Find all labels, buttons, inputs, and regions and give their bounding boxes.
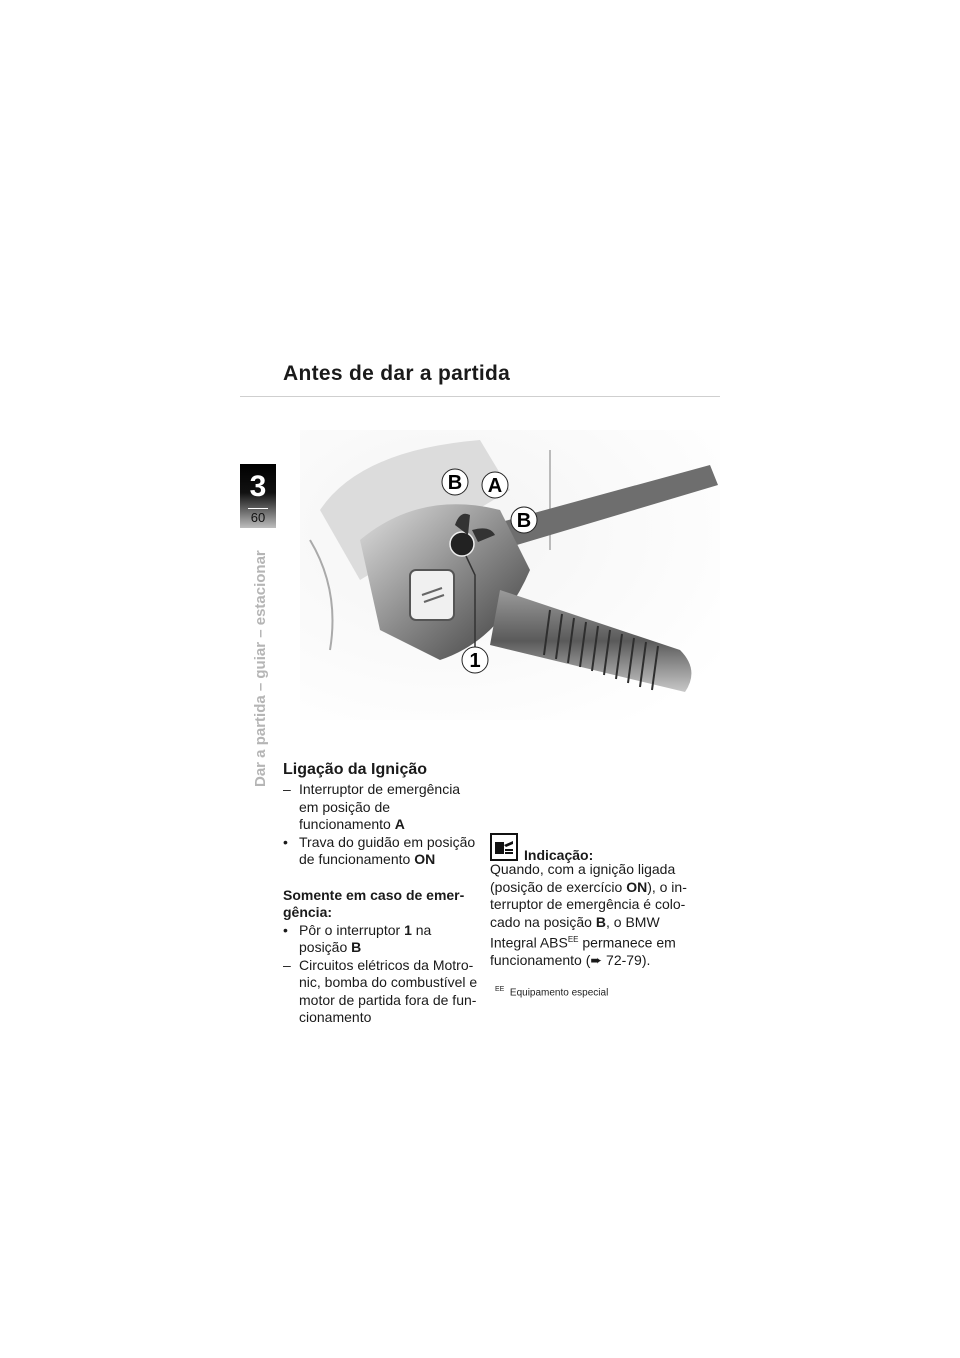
list-item-bold: ON	[414, 851, 436, 867]
emergency-subheading: Somente em caso de emer- gência:	[283, 886, 465, 920]
list-marker: –	[283, 956, 291, 973]
footnote-text: Equipamento especial	[509, 987, 609, 999]
arrow-right-icon: ➨	[590, 952, 603, 969]
list-item-bold: B	[351, 939, 362, 955]
list-item-text: Circuitos elétricos da Motro- nic, bomba do combustível e motor de partida fora de fun- cionamento	[299, 956, 478, 1025]
callout-a: A	[487, 475, 503, 497]
note-text-part: , o BMW Integral ABS	[490, 913, 660, 951]
callout-b-right: B	[516, 510, 532, 532]
instructions-column	[283, 781, 483, 1027]
chapter-number: 3	[249, 470, 267, 503]
list-item-bold: 1	[404, 921, 412, 938]
list-item-text: Trava do guidão em posição de funcionamento	[299, 833, 476, 867]
callout-1: 1	[469, 650, 481, 672]
list-item	[283, 957, 483, 1027]
section-heading: Ligação da Ignição	[283, 761, 428, 778]
note-box	[490, 833, 690, 970]
page-number: 60	[250, 510, 266, 525]
note-title: Indicação:	[524, 847, 594, 863]
note-text-part: ), o in- terruptor de emergência é colo- cado na posição	[490, 878, 687, 930]
list-item	[283, 834, 483, 869]
note-text	[490, 861, 690, 970]
list-item	[283, 922, 483, 957]
list-item-text: Pôr o interruptor	[299, 921, 405, 938]
callout-b-top: B	[447, 472, 463, 494]
list-marker: •	[283, 921, 288, 938]
footnote	[495, 986, 608, 998]
page-title: Antes de dar a partida	[283, 362, 511, 385]
chapter-divider	[248, 508, 268, 509]
list-marker: –	[283, 781, 291, 797]
list-item-text: Interruptor de emergência em posição de funcionamento	[299, 781, 461, 832]
list-item-text: na posição	[299, 921, 432, 955]
footnote-marker: EE	[495, 986, 505, 993]
note-text-part: permanece em funcionamento (	[490, 934, 676, 969]
side-chapter-label: Dar a partida – guiar – estacionar	[252, 550, 269, 787]
note-superscript: EE	[567, 935, 579, 944]
title-divider	[240, 396, 720, 397]
list-item	[283, 781, 483, 834]
note-bold: ON	[626, 878, 648, 895]
chapter-tab	[240, 464, 276, 528]
list-item-bold: A	[394, 816, 405, 832]
note-text-part: Quando, com a ignição ligada (posição de exercício	[490, 861, 676, 895]
note-bold: B	[595, 913, 606, 930]
note-text-part: 72-79).	[602, 952, 651, 969]
note-icon	[490, 833, 518, 861]
handlebar-switch-illustration	[300, 430, 720, 720]
list-marker: •	[283, 833, 288, 850]
